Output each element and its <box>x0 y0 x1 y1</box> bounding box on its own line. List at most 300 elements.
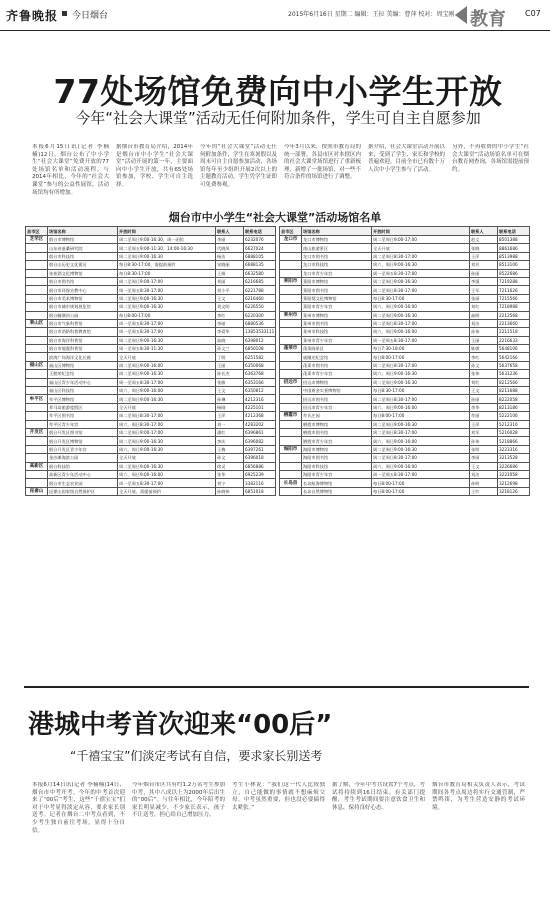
phone-cell: 8513106 <box>498 261 530 269</box>
table-row <box>280 294 530 302</box>
contact-cell: 李华 <box>470 403 498 411</box>
venue-name-cell: 烟台山历史文化街区 <box>48 261 118 269</box>
table-row <box>280 454 530 462</box>
district-cell: 长岛县 <box>280 479 302 487</box>
venue-name-cell: 昆嵛山国家级自然保护区 <box>48 487 118 495</box>
venue-name-cell: 烟台市海洋科普馆 <box>48 336 118 344</box>
phone-cell: 5216028 <box>498 428 530 436</box>
contact-cell: 张明 <box>470 445 498 453</box>
article2-column: 本报6月14日讯(记者 李楠楠)14日，烟台市中考开考。今年的中考首次迎来了“00后”考生，这些“千禧宝宝”们对于中考显得淡定从容，要求家长别送考。记者在烟台二中考点看到，不少考生独自前往考场，显得十分自信。 <box>32 782 125 834</box>
table-row <box>280 420 530 428</box>
open-hours-cell: 每日8:00-17:00 <box>118 311 216 319</box>
district-cell <box>26 403 48 411</box>
venue-name-cell: 牟平区青少年宫 <box>48 420 118 428</box>
venue-name-cell: 烟台市消防科普教育馆 <box>48 328 118 336</box>
district-cell <box>280 420 302 428</box>
open-hours-cell: 全天开放 <box>118 454 216 462</box>
open-hours-cell: 周六、周日9:00-16:00 <box>118 470 216 478</box>
district-cell <box>280 252 302 260</box>
open-hours-cell: 周二至周日8:30-17:00 <box>372 286 470 294</box>
table-row <box>280 303 530 311</box>
venue-name-cell: 福山区博物馆 <box>48 361 118 369</box>
district-cell: 莱阳市 <box>280 277 302 285</box>
district-cell: 莱州市 <box>280 311 302 319</box>
contact-cell: 王丽 <box>470 336 498 344</box>
open-hours-cell: 周二至周日8:30-17:00 <box>372 252 470 260</box>
venue-name-cell: 烟台市生态农业园 <box>48 479 118 487</box>
table-row <box>280 428 530 436</box>
phone-cell: 6216460 <box>244 294 276 302</box>
open-hours-cell: 周六、周日9:00-16:30 <box>118 445 216 453</box>
phone-cell: 3226686 <box>498 462 530 470</box>
venue-name-cell: 招远市青少年宫 <box>302 403 372 411</box>
open-hours-cell: 周一至周五8:30-17:00 <box>118 328 216 336</box>
section-bullet-icon <box>62 11 67 16</box>
table-row <box>280 462 530 470</box>
table-row <box>26 395 276 403</box>
contact-cell: 孙琳 <box>216 395 244 403</box>
table-row <box>280 269 530 277</box>
venue-name-cell: 莱阳梨文化博物馆 <box>302 294 372 302</box>
phone-cell: 4212368 <box>244 412 276 420</box>
phone-cell: 6251582 <box>244 353 276 361</box>
contact-cell: 杨洁 <box>216 252 244 260</box>
table-row <box>280 378 530 386</box>
contact-cell: 孙文 <box>216 454 244 462</box>
venue-name-cell: 龙口市青少年宫 <box>302 269 372 277</box>
venue-name-cell: 龙口市图书馆 <box>302 252 372 260</box>
venue-table-right <box>279 226 530 496</box>
contact-cell: 刘芳 <box>470 261 498 269</box>
open-hours-cell: 周二至周日9:00-17:00 <box>118 277 216 285</box>
contact-cell: 李爱华 <box>216 328 244 336</box>
venue-name-cell: 莱阳市青少年宫 <box>302 303 372 311</box>
phone-cell: 3218126 <box>498 487 530 495</box>
district-cell: 开发区 <box>26 428 48 436</box>
table-row <box>26 311 276 319</box>
district-cell <box>26 294 48 302</box>
table-row <box>26 303 276 311</box>
phone-cell: 7219288 <box>498 277 530 285</box>
contact-cell: 丁明 <box>216 353 244 361</box>
open-hours-cell: 每日8:30-17:00 <box>118 269 216 277</box>
district-cell <box>26 353 48 361</box>
article1-column: 据烟台市教育局介绍，2014年是烟台市中小学生“社会大课堂”活动开展的第一年，主要面向中小学生开放，共有65处场馆参加，学校、学生可自主选择。 <box>116 144 193 188</box>
section-name: 今日烟台 <box>72 11 109 21</box>
article2-subtitle: “千禧宝宝”们淡定考试有自信，要求家长别送考 <box>70 749 323 763</box>
district-cell <box>280 336 302 344</box>
table-row <box>26 437 276 445</box>
table-row <box>26 412 276 420</box>
open-hours-cell: 每日8:30-17:00 <box>372 294 470 302</box>
open-hours-cell: 周二至周日9:00-16:30 <box>118 252 216 260</box>
venue-name-cell: 烟台科技馆 <box>48 462 118 470</box>
venue-name-cell: 栖霞市青少年宫 <box>302 437 372 445</box>
phone-cell: 2212568 <box>498 311 530 319</box>
open-hours-cell: 全天开放 <box>118 353 216 361</box>
table-row <box>280 445 530 453</box>
open-hours-cell: 周六、周日9:00-16:00 <box>372 462 470 470</box>
open-hours-cell: 周一至周五8:30-17:00 <box>372 336 470 344</box>
open-hours-cell: 周二至周日9:00-17:00 <box>118 428 216 436</box>
district-cell <box>26 370 48 378</box>
table-row <box>280 412 530 420</box>
district-cell <box>26 437 48 445</box>
venue-name-cell: 海阳市青少年宫 <box>302 470 372 478</box>
table-header-cell: 联系电话 <box>244 227 276 236</box>
district-cell <box>280 328 302 336</box>
table-row <box>26 336 276 344</box>
page-number: C07 <box>525 9 541 18</box>
phone-cell: 6632580 <box>244 269 276 277</box>
contact-cell: 刘一 <box>216 420 244 428</box>
contact-cell: 王文 <box>470 387 498 395</box>
contact-cell: 王文 <box>470 462 498 470</box>
venue-name-cell: 福山区青少年活动中心 <box>48 378 118 386</box>
table-row <box>280 286 530 294</box>
contact-cell: 高晓 <box>216 336 244 344</box>
contact-cell: 孙明 <box>470 479 498 487</box>
district-cell <box>280 244 302 252</box>
district-cell: 招远市 <box>280 378 302 386</box>
open-hours-cell: 每日8:00-17:00 <box>372 353 470 361</box>
contact-cell: 高明 <box>470 311 498 319</box>
open-hours-cell: 周二至周日8:30-17:00 <box>118 412 216 420</box>
venue-name-cell: 福山区科技馆 <box>48 387 118 395</box>
phone-cell: 6350812 <box>244 387 276 395</box>
venue-name-cell: 莱阳市博物馆 <box>302 277 372 285</box>
phone-cell: 6350068 <box>244 361 276 369</box>
venue-name-cell: 蓬莱阁景区 <box>302 345 372 353</box>
table-row <box>26 454 276 462</box>
phone-cell: 4283202 <box>244 420 276 428</box>
section-arrow-icon <box>455 6 467 24</box>
venue-name-cell: 戚继光纪念馆 <box>302 353 372 361</box>
table-row <box>280 487 530 495</box>
district-cell <box>26 470 48 478</box>
table-row <box>26 487 276 495</box>
table-row <box>280 319 530 327</box>
phone-cell: 7215566 <box>498 294 530 302</box>
phone-cell: 5218866 <box>498 437 530 445</box>
venue-name-cell: 招远市博物馆 <box>302 378 372 386</box>
venue-name-cell: 牟平区图书馆 <box>48 412 118 420</box>
venue-name-cell: 烟台市气象科普馆 <box>48 319 118 327</box>
table-header-cell: 县市区 <box>280 227 302 236</box>
open-hours-cell: 全天开放 <box>118 403 216 411</box>
contact-cell: 王娟 <box>216 269 244 277</box>
contact-cell: 刘红 <box>470 303 498 311</box>
open-hours-cell: 周二至周日8:30-17:00 <box>372 454 470 462</box>
contact-cell: 李强 <box>470 277 498 285</box>
open-hours-cell: 周二至周日9:00-16:30 <box>118 437 216 445</box>
venue-name-cell: 海阳市科技馆 <box>302 462 372 470</box>
venue-name-cell: 滨海广场海洋文化长廊 <box>48 353 118 361</box>
open-hours-cell: 周六、周日9:00-16:00 <box>372 437 470 445</box>
open-hours-cell: 周二至周日8:30-17:00 <box>372 319 470 327</box>
open-hours-cell: 周一至周五8:30-17:00 <box>372 470 470 478</box>
district-cell <box>26 445 48 453</box>
phone-cell: 6363768 <box>244 370 276 378</box>
district-cell <box>26 252 48 260</box>
district-cell <box>26 269 48 277</box>
phone-cell: 4225101 <box>244 403 276 411</box>
district-cell: 福山区 <box>26 361 48 369</box>
district-cell <box>280 370 302 378</box>
table-row <box>280 345 530 353</box>
district-cell <box>280 403 302 411</box>
phone-cell: 6397261 <box>244 445 276 453</box>
district-cell <box>280 387 302 395</box>
table-row <box>26 236 276 244</box>
contact-cell: 孙文兰 <box>216 345 244 353</box>
venue-name-cell: 烟台开发区博物馆 <box>48 437 118 445</box>
venue-name-cell: 龙口市科技馆 <box>302 261 372 269</box>
phone-cell: 5212316 <box>498 420 530 428</box>
phone-cell: 6396018 <box>244 454 276 462</box>
table-row <box>26 345 276 353</box>
contact-cell: 孙伟 <box>470 437 498 445</box>
contact-cell: 孙伟 <box>470 328 498 336</box>
open-hours-cell: 周二至周日9:00-16:30 <box>118 303 216 311</box>
issue-info: 2015年6月16日 星期二 编辑：王拉 美编：曹萍 校对：周宝刚 <box>288 11 455 18</box>
district-cell <box>280 319 302 327</box>
contact-cell: 李红 <box>470 353 498 361</box>
open-hours-cell: 每日7:30-18:00 <box>372 345 470 353</box>
venue-name-cell: 牟平区博物馆 <box>48 395 118 403</box>
venue-name-cell: 养马岛旅游度假区 <box>48 403 118 411</box>
district-cell <box>26 454 48 462</box>
table-row <box>280 328 530 336</box>
table-row <box>26 370 276 378</box>
phone-cell: 5642166 <box>498 353 530 361</box>
venue-name-cell: 海阳市博物馆 <box>302 445 372 453</box>
table-row <box>26 286 276 294</box>
contact-cell: 王红 <box>470 487 498 495</box>
district-cell <box>280 269 302 277</box>
district-cell <box>26 387 48 395</box>
open-hours-cell: 周二至周日9:00-16:30 <box>372 311 470 319</box>
district-cell: 牟平区 <box>26 395 48 403</box>
district-cell <box>26 311 48 319</box>
venue-name-cell: 张裕酒文化博物馆 <box>48 269 118 277</box>
phone-cell: 3223316 <box>498 445 530 453</box>
table-row <box>26 479 276 487</box>
phone-cell: 8861686 <box>498 244 530 252</box>
article2-column: 据了解，今年中考共设置7个考点，考试将持续到16日结束。有关部门提醒，考生考试期间要注意饮食卫生和休息，保持良好心态。 <box>332 782 425 811</box>
contact-cell: 刘洁 <box>470 319 498 327</box>
open-hours-cell: 周二至周日9:00-16:30，周一闭馆 <box>118 236 216 244</box>
district-cell <box>26 286 48 294</box>
table-row <box>280 370 530 378</box>
contact-cell: 潘红 <box>216 428 244 436</box>
phone-cell: 6226550 <box>244 303 276 311</box>
phone-cell: 6216685 <box>244 277 276 285</box>
table-row <box>26 403 276 411</box>
contact-cell: 王文 <box>216 294 244 302</box>
open-hours-cell: 周一至周五8:30-17:00 <box>372 269 470 277</box>
table-title: 烟台市中小学生“社会大课堂”活动场馆名单 <box>168 211 382 224</box>
contact-cell: 李丽 <box>216 236 244 244</box>
phone-cell: 8222058 <box>498 395 530 403</box>
district-cell: 海阳市 <box>280 445 302 453</box>
article1-column: 今年的“社会大课堂”活动无任何附加条件，学生在寒暑假以及周末可自主自愿参加活动，各场馆每年至少组织开展2次以上的主题教育活动，学生凭学生证即可免费参观。 <box>200 144 277 188</box>
district-cell <box>280 437 302 445</box>
phone-cell: 3382116 <box>244 479 276 487</box>
page-header <box>0 0 550 34</box>
venue-name-cell: 蓬莱市图书馆 <box>302 361 372 369</box>
district-cell: 高新区 <box>26 462 48 470</box>
venue-name-cell: 栖霞市图书馆 <box>302 428 372 436</box>
phone-cell: 13853533111 <box>245 329 275 335</box>
open-hours-cell: 周一至周五8:30-17:00 <box>118 319 216 327</box>
table-row <box>280 387 530 395</box>
phone-cell: 3212698 <box>498 479 530 487</box>
contact-cell: 李丽 <box>216 319 244 327</box>
venue-name-cell: 烟台市博物馆 <box>48 236 118 244</box>
contact-cell: 孙丽 <box>470 269 498 277</box>
table-row <box>280 311 530 319</box>
open-hours-cell: 周二至周日9:00-16:30 <box>118 370 216 378</box>
open-hours-cell: 周二至周日9:00-16:30 <box>372 420 470 428</box>
district-cell <box>26 412 48 420</box>
contact-cell: 孙丽 <box>470 395 498 403</box>
open-hours-cell: 周六、周日8:30-17:00 <box>118 420 216 428</box>
phone-cell: 5648106 <box>498 345 530 353</box>
phone-cell: 4212316 <box>244 395 276 403</box>
district-cell <box>280 286 302 294</box>
phone-cell: 8211688 <box>498 387 530 395</box>
open-hours-cell: 周二至周日8:30-17:00 <box>372 428 470 436</box>
venue-name-cell: 蓬莱市青少年宫 <box>302 370 372 378</box>
district-cell: 芝罘区 <box>26 236 48 244</box>
phone-cell: 8213186 <box>498 403 530 411</box>
district-cell <box>26 336 48 344</box>
venue-name-cell: 莱州市图书馆 <box>302 319 372 327</box>
contact-cell: 刘红 <box>470 378 498 386</box>
article1-subtitle: 今年“社会大课堂”活动无任何附加条件，学生可自主自愿参加 <box>75 109 481 127</box>
table-header-cell: 县市区 <box>26 227 48 236</box>
table-row <box>26 353 276 361</box>
venue-name-cell: 长岛自然博物馆 <box>302 487 372 495</box>
table-header-cell: 场馆名称 <box>48 227 118 236</box>
district-cell <box>280 294 302 302</box>
venue-table-left <box>25 226 276 496</box>
table-header-cell: 开放时间 <box>372 227 470 236</box>
table-row <box>26 269 276 277</box>
table-row <box>280 252 530 260</box>
phone-cell: 6221788 <box>244 286 276 294</box>
open-hours-cell: 周二至周日8:30-17:00 <box>372 395 470 403</box>
table-row <box>26 319 276 327</box>
table-header-cell: 联系人 <box>470 227 498 236</box>
article2-column: 今年烟台市区共有约1.2万名考生参加中考，其中八成以上为2000年后出生的“00后”。与往年相比，今年陪考的家长明显减少，不少家长表示，孩子不让送考，担心给自己增加压力。 <box>132 782 225 819</box>
venue-name-cell: 龙口市博物馆 <box>302 236 372 244</box>
contact-cell: 徐灵 <box>216 462 244 470</box>
phone-cell: 5631236 <box>498 370 530 378</box>
district-cell <box>26 479 48 487</box>
table-row <box>26 294 276 302</box>
open-hours-cell: 周六、周日9:00-16:30 <box>372 261 470 269</box>
contact-cell: 王萍 <box>216 412 244 420</box>
contact-cell: 陈敏 <box>470 345 498 353</box>
contact-cell: 李庆 <box>216 437 244 445</box>
venue-name-cell: 王懿荣纪念馆 <box>48 370 118 378</box>
contact-cell: 杨刚 <box>216 403 244 411</box>
open-hours-cell: 周二至周日9:00-16:30 <box>372 378 470 386</box>
phone-cell: 3213528 <box>498 454 530 462</box>
table-row <box>280 261 530 269</box>
contact-cell: 王军 <box>470 286 498 294</box>
contact-cell: 孙晓伟 <box>216 487 244 495</box>
article2-column: 考生小林说：“我们这一代人比较独立，自己能做的事情就不想麻烦父母。中考虽然重要，但也没必要搞得太紧张。” <box>232 782 325 811</box>
district-cell <box>26 420 48 428</box>
district-cell <box>280 395 302 403</box>
venue-name-cell: 莱州市博物馆 <box>302 311 372 319</box>
contact-cell: 张敏 <box>216 378 244 386</box>
phone-cell: 6856886 <box>244 462 276 470</box>
phone-cell: 6925239 <box>244 470 276 478</box>
contact-cell: 王丽 <box>216 361 244 369</box>
contact-cell: 张华 <box>216 470 244 478</box>
article1-column: 据介绍，社会大课堂活动开展以来，受到了学生、家长和学校的普遍欢迎，目前全市已有数十万人次中小学生参与了活动。 <box>368 144 445 173</box>
open-hours-cell: 周一至周五8:30-11:30 <box>118 345 216 353</box>
phone-cell: 8501388 <box>498 236 530 244</box>
table-row <box>26 470 276 478</box>
table-row <box>280 244 530 252</box>
open-hours-cell: 周六、周日9:00-16:00 <box>372 403 470 411</box>
table-row <box>26 378 276 386</box>
venue-name-cell: 莱州市青少年宫 <box>302 336 372 344</box>
open-hours-cell: 周二至周日9:00-16:30 <box>372 445 470 453</box>
phone-cell: 3221058 <box>498 470 530 478</box>
contact-cell: 王文 <box>216 387 244 395</box>
venue-name-cell: 烟台市图书馆 <box>48 277 118 285</box>
phone-cell: 2211518 <box>498 328 530 336</box>
venue-name-cell: 烟台市美术博物馆 <box>48 294 118 302</box>
article2-column: 烟台市教育局相关负责人表示，考试期间各考点周边将实行交通管制，严禁鸣笛，为考生营造安静的考试环境。 <box>432 782 525 811</box>
phone-cell: 8522686 <box>498 269 530 277</box>
phone-cell: 8513988 <box>498 252 530 260</box>
table-header-cell: 联系人 <box>216 227 244 236</box>
header-rule <box>0 30 550 31</box>
phone-cell: 6220300 <box>244 311 276 319</box>
contact-cell: 李红 <box>216 311 244 319</box>
open-hours-cell: 周六、周日9:00-16:00 <box>372 328 470 336</box>
contact-cell: 代晓凤 <box>216 244 244 252</box>
table-row <box>280 336 530 344</box>
table-row <box>26 261 276 269</box>
phone-cell: 7211626 <box>498 286 530 294</box>
venue-name-cell: 烟台开发区青少年宫 <box>48 445 118 453</box>
venue-name-cell: 山东省蚕桑研究院 <box>48 244 118 252</box>
district-cell: 昆嵛山 <box>26 487 48 495</box>
district-cell <box>26 277 48 285</box>
table-row <box>280 277 530 285</box>
district-cell <box>280 361 302 369</box>
phone-cell: 8212566 <box>498 378 530 386</box>
contact-cell: 王萍 <box>470 252 498 260</box>
venue-name-cell: 烟台市城市规划展览馆 <box>48 303 118 311</box>
district-cell <box>26 345 48 353</box>
venue-name-cell: 栖霞市博物馆 <box>302 420 372 428</box>
table-row <box>26 445 276 453</box>
phone-cell: 6850108 <box>244 345 276 353</box>
open-hours-cell: 周二至周五9:00-11:30，14:00-16:30 <box>118 244 216 252</box>
phone-cell: 6396861 <box>244 428 276 436</box>
district-cell <box>280 428 302 436</box>
contact-cell: 刘宁 <box>216 479 244 487</box>
